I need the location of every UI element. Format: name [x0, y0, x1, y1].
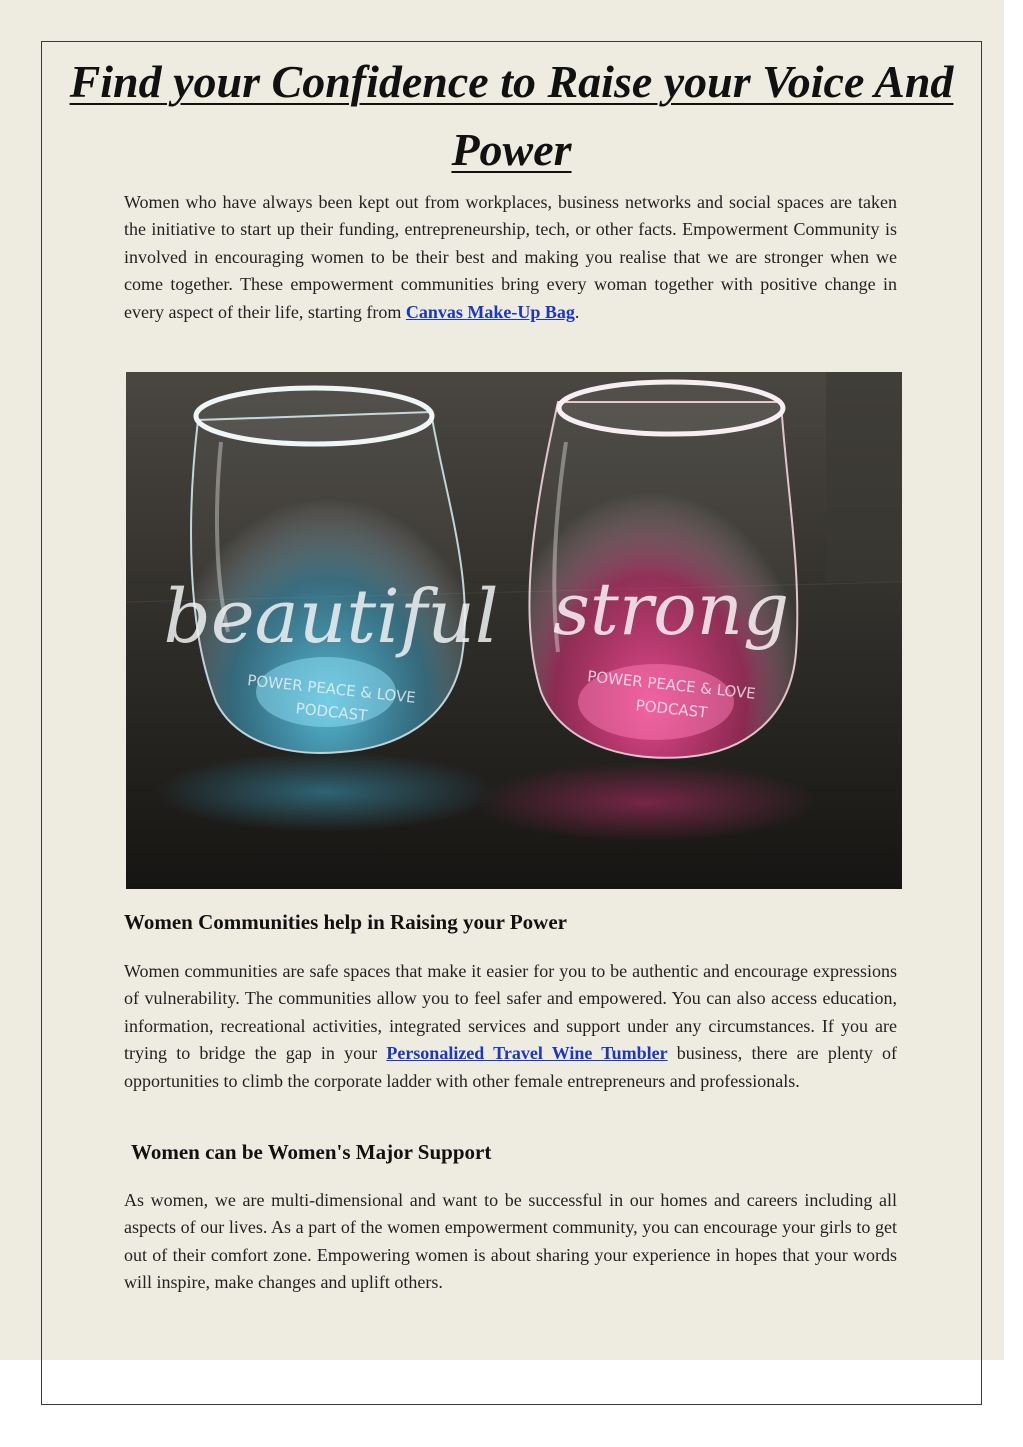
wine-glasses-photo — [126, 372, 902, 889]
intro-text: Women who have always been kept out from workplaces, business networks and social spaces are taken the initiative to start up their funding, entrepreneurship, tech, or other facts. Empowerment Community is involved in encouraging women to be their best and making you realise that we are stronger when we come together. These empowerment communities bring every woman together with positive change in every aspect of their life, starting from — [124, 192, 897, 322]
right-caption-2: PODCAST — [634, 696, 709, 722]
intro-paragraph — [124, 189, 897, 326]
right-caption-1: POWER PEACE & LOVE — [586, 667, 757, 703]
left-caption-2: PODCAST — [294, 699, 369, 725]
page-title: Find your Confidence to Raise your Voice And Power — [69, 56, 954, 175]
section1-text-after: business, there are plenty of opportunities to climb the corporate ladder with other female entrepreneurs and professionals. — [124, 1043, 898, 1091]
section1-paragraph — [124, 958, 897, 1095]
section2-heading: Women can be Women's Major Support — [131, 1140, 492, 1164]
section1-heading: Women Communities help in Raising your Power — [124, 910, 567, 934]
canvas-makeup-bag-link[interactable]: Canvas Make-Up Bag — [405, 301, 575, 322]
intro-end: . — [574, 301, 580, 322]
left-caption-1: POWER PEACE & LOVE — [246, 671, 417, 707]
pink-glass — [529, 382, 797, 758]
strong-etching: strong — [552, 567, 790, 651]
travel-wine-tumbler-link[interactable]: Personalized Travel Wine Tumbler — [386, 1043, 668, 1064]
section2-paragraph: As women, we are multi-dimensional and want to be successful in our homes and careers including all aspects of our lives. As a part of the women empowerment community, you can encourage your girls to get out of their comfort zone. Empowering women is about sharing your experience in hopes that your words will inspire, make changes and uplift others. — [124, 1190, 897, 1293]
beautiful-etching: beautiful — [163, 574, 499, 660]
section1-text-before: Women communities are safe spaces that make it easier for you to be authentic and encourage expressions of vulnerability. The communities allow you to feel safer and empowered. You can also access education, information, recreational activities, integrated services and support under any circumstances. If you are trying to bridge the gap in your — [124, 961, 897, 1064]
